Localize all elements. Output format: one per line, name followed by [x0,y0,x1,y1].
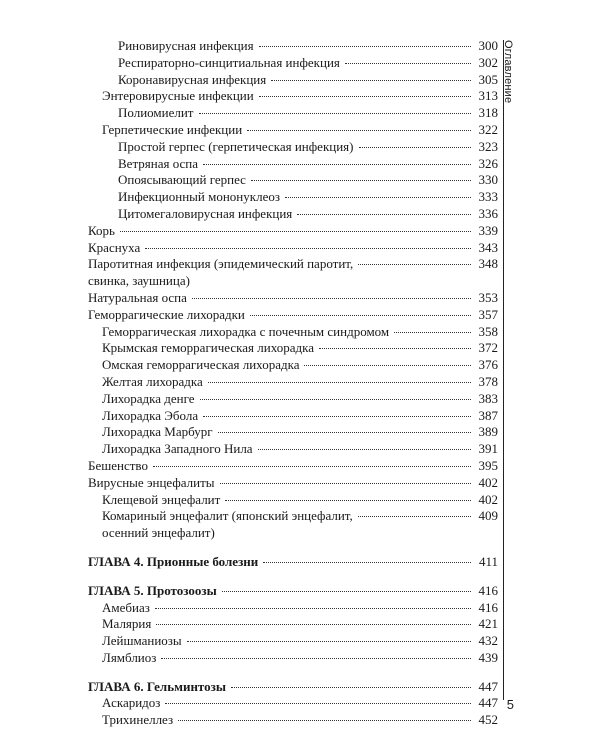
toc-entry-title: Желтая лихорадка [102,373,203,389]
toc-entry-title [88,256,355,290]
chapter-page: 447 [478,678,498,694]
toc-entry[interactable] [88,475,498,492]
toc-entry-page: 452 [478,712,498,728]
dot-leader [220,483,471,484]
chapter-name: Гельминтозы [146,678,227,694]
chapter-page: 411 [478,553,498,569]
dot-leader [259,46,471,47]
spacer [88,571,498,583]
toc-entry-title: Ветряная оспа [118,155,199,171]
dot-leader [304,365,471,366]
dot-leader [165,703,471,704]
toc-entry-page: 402 [478,474,498,490]
toc-entry[interactable] [88,156,498,173]
toc-entry-title: Краснуха [88,239,141,255]
toc-entry-page: 402 [478,491,498,507]
dot-leader [208,382,471,383]
dot-leader [187,641,471,642]
toc-entry-title: Энтеровирусные инфекции [102,88,254,104]
toc-entry-title-line: Комариный энцефалит (японский энцефалит, [102,508,353,524]
dot-leader [319,348,471,349]
toc-entry-page: 416 [478,599,498,615]
toc-entry-title: Геморрагическая лихорадка с почечным синдромом [102,323,390,339]
toc-entry-page: 305 [478,71,498,87]
toc-entry-title: Клещевой энцефалит [102,491,221,507]
toc-entry[interactable] [88,508,498,542]
toc-entry-page: 348 [478,256,498,272]
toc-entry[interactable] [88,240,498,257]
toc-entry-page: 432 [478,633,498,649]
chapter-heading[interactable] [88,583,498,600]
toc-entry-page: 421 [478,616,498,632]
toc-entry-page: 326 [478,155,498,171]
toc-entry-title: Лейшманиозы [102,633,182,649]
toc-entry[interactable] [88,357,498,374]
side-section-label: Оглавление [502,40,514,104]
toc-entry-page: 372 [478,340,498,356]
dot-leader [394,332,471,333]
toc-entry-title: Трихинеллез [102,712,174,728]
toc-entry[interactable] [88,72,498,89]
toc-entry-page: 300 [478,38,498,53]
dot-leader [199,113,472,114]
table-of-contents [88,38,498,729]
page-number: 5 [506,697,514,712]
toc-entry[interactable] [88,458,498,475]
toc-entry-title: Лихорадка денге [102,390,195,406]
toc-entry-title: Омская геморрагическая лихорадка [102,357,300,373]
dot-leader [156,624,471,625]
toc-entry[interactable] [88,492,498,509]
dot-leader [120,231,471,232]
toc-entry-title: Малярия [102,616,152,632]
toc-entry-page: 336 [478,205,498,221]
toc-entry-title: Лихорадка Марбург [102,424,213,440]
toc-entry-title: Лихорадка Западного Нила [102,441,253,457]
toc-entry[interactable] [88,650,498,667]
dot-leader [145,248,471,249]
chapter-title [88,554,260,571]
dot-leader [155,608,471,609]
toc-entry-page: 383 [478,390,498,406]
toc-entry-page: 439 [478,649,498,665]
toc-entry[interactable] [88,122,498,139]
toc-entry-page: 313 [478,88,498,104]
toc-entry-title: Опоясывающий герпес [118,172,246,188]
dot-leader [231,687,471,688]
toc-entry[interactable] [88,105,498,122]
spacer [88,542,498,554]
toc-entry[interactable] [88,206,498,223]
toc-entry-page: 339 [478,222,498,238]
dot-leader [153,466,471,467]
chapter-page: 416 [478,582,498,598]
chapter-prefix: ГЛАВА 6. [88,678,144,694]
dot-leader [345,63,471,64]
dot-leader [358,264,471,265]
toc-entry[interactable] [88,324,498,341]
toc-entry-title: Крымская геморрагическая лихорадка [102,340,314,356]
toc-entry-title: Амебиаз [102,599,150,615]
toc-entry[interactable] [88,88,498,105]
toc-entry-title: Простой герпес (герпетическая инфекция) [118,138,354,154]
dot-leader [203,416,471,417]
toc-entry[interactable] [88,55,498,72]
toc-entry-page: 389 [478,424,498,440]
chapter-heading[interactable] [88,554,498,571]
toc-entry-title [88,508,355,542]
toc-entry-title-line: Паротитная инфекция (эпидемический паротит, [88,256,354,272]
dot-leader [285,197,471,198]
dot-leader [251,180,471,181]
dot-leader [258,449,471,450]
dot-leader [225,500,471,501]
toc-entry-page: 387 [478,407,498,423]
toc-entry-page: 322 [478,121,498,137]
chapter-prefix: ГЛАВА 4. [88,553,144,569]
chapter-name: Прионные болезни [146,553,259,569]
dot-leader [203,164,471,165]
dot-leader [259,96,471,97]
toc-entry-page: 358 [478,323,498,339]
dot-leader [218,432,471,433]
toc-entry-title: Натуральная оспа [88,289,187,305]
toc-entry-page: 318 [478,105,498,121]
toc-entry-title-line: свинка, заушница) [88,273,190,289]
dot-leader [192,298,471,299]
toc-entry-page: 409 [478,508,498,524]
dot-leader [161,658,471,659]
toc-entry-page: 353 [478,289,498,305]
toc-entry[interactable] [88,616,498,633]
toc-entry-title: Полиомиелит [118,105,194,121]
toc-entry[interactable] [88,695,498,712]
chapter-title [88,583,219,600]
toc-entry[interactable] [88,441,498,458]
toc-entry-page: 357 [478,306,498,322]
toc-entry[interactable] [88,223,498,240]
toc-entry[interactable] [88,374,498,391]
toc-entry-title: Бешенство [88,457,148,473]
dot-leader [222,591,471,592]
dot-leader [178,720,471,721]
toc-entry[interactable] [88,256,498,290]
toc-entry[interactable] [88,408,498,425]
toc-entry-title: Риновирусная инфекция [118,38,254,53]
toc-entry[interactable] [88,189,498,206]
chapter-prefix: ГЛАВА 5. [88,582,144,598]
toc-entry[interactable] [88,307,498,324]
dot-leader [250,315,471,316]
dot-leader [358,516,471,517]
toc-entry[interactable] [88,600,498,617]
toc-entry-title: Респираторно-синцитиальная инфекция [118,54,340,70]
spacer [88,667,498,679]
toc-entry-title: Коронавирусная инфекция [118,71,267,87]
toc-entry-page: 323 [478,138,498,154]
toc-entry[interactable] [88,38,498,55]
toc-entry-page: 391 [478,441,498,457]
toc-entry-title: Геморрагические лихорадки [88,306,245,322]
toc-entry-page: 333 [478,189,498,205]
toc-entry-title: Аскаридоз [102,695,161,711]
toc-entry-title: Вирусные энцефалиты [88,474,215,490]
toc-entry[interactable] [88,139,498,156]
chapter-heading[interactable] [88,679,498,696]
dot-leader [263,562,471,563]
toc-entry[interactable] [88,340,498,357]
toc-entry[interactable] [88,391,498,408]
toc-entry-page: 343 [478,239,498,255]
dot-leader [297,214,471,215]
toc-entry-page: 376 [478,357,498,373]
side-rule [503,40,504,700]
toc-entry[interactable] [88,290,498,307]
toc-entry[interactable] [88,633,498,650]
toc-entry-title: Герпетические инфекции [102,121,243,137]
toc-entry-title: Лямблиоз [102,649,157,665]
toc-entry[interactable] [88,424,498,441]
toc-entry-title: Лихорадка Эбола [102,407,199,423]
toc-entry-title: Инфекционный мононуклеоз [118,189,280,205]
toc-entry-title: Корь [88,222,115,238]
chapter-name: Протозоозы [146,582,217,598]
toc-entry[interactable] [88,712,498,729]
toc-entry-page: 378 [478,373,498,389]
toc-entry-page: 395 [478,457,498,473]
dot-leader [271,80,471,81]
dot-leader [359,147,472,148]
toc-entry-page: 447 [478,695,498,711]
toc-entry-title: Цитомегаловирусная инфекция [118,205,293,221]
toc-entry[interactable] [88,172,498,189]
dot-leader [200,399,471,400]
chapter-title [88,679,228,696]
toc-entry-title-line: осенний энцефалит) [102,525,215,541]
toc-entry-page: 330 [478,172,498,188]
dot-leader [247,130,471,131]
toc-entry-page: 302 [478,54,498,70]
